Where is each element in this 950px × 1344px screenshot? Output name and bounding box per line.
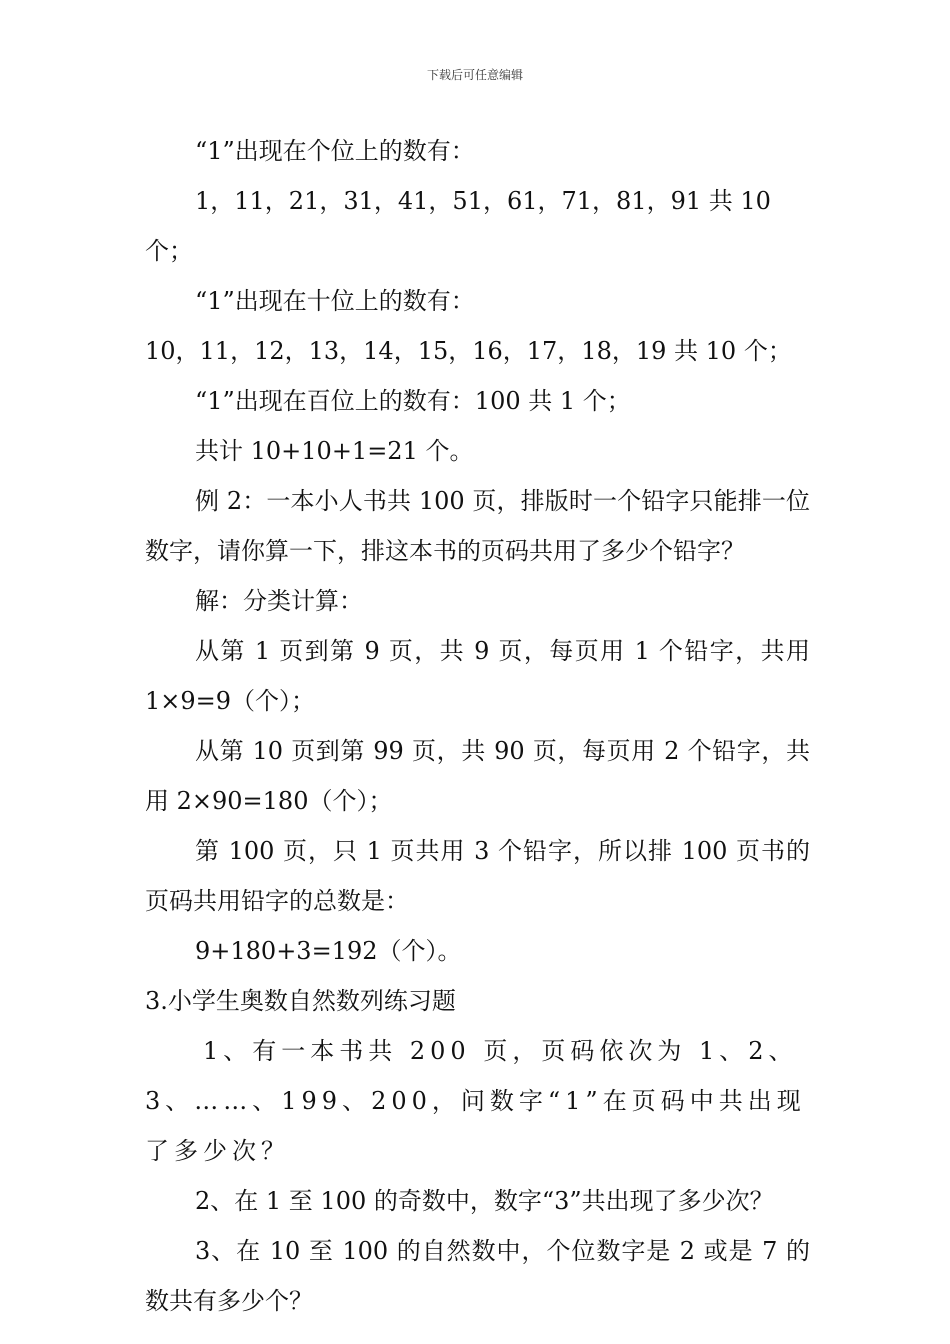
paragraph-ones-place-list: 1，11，21，31，41，51，61，71，81，91 共 10 个； (145, 187, 771, 265)
paragraph-pages-1-9: 从第 1 页到第 9 页，共 9 页，每页用 1 个铅字，共用 1×9=9（个）； (145, 637, 810, 715)
paragraph-pages-10-99: 从第 10 页到第 99 页，共 90 页，每页用 2 个铅字，共用 2×90=180（个）； (145, 737, 810, 815)
section-heading: 3.小学生奥数自然数列练习题 (145, 987, 456, 1015)
paragraph-total: 共计 10+10+1=21 个。 (195, 437, 474, 465)
paragraph-example-2: 例 2：一本小人书共 100 页，排版时一个铅字只能排一位数字，请你算一下，排这本书的页码共用了多少个铅字？ (145, 487, 810, 565)
paragraph-ones-place-heading: “1”出现在个位上的数有： (195, 137, 475, 165)
paragraph-solution-heading: 解：分类计算： (195, 587, 363, 615)
exercise-3: 3、在 10 至 100 的自然数中，个位数字是 2 或是 7 的数共有多少个？ (145, 1237, 810, 1315)
paragraph-tens-place-heading: “1”出现在十位上的数有： (195, 287, 475, 315)
paragraph-hundreds-place: “1”出现在百位上的数有：100 共 1 个； (195, 387, 631, 415)
document-body (145, 126, 810, 1326)
paragraph-tens-place-list: 10，11，12，13，14，15，16，17，18，19 共 10 个； (145, 337, 792, 365)
paragraph-final-total: 9+180+3=192（个）。 (195, 937, 462, 965)
page-header: 下载后可任意编辑 (426, 68, 523, 82)
exercise-1: 1、有一本书共 200 页，页码依次为 1、2、3、……、199、200，问数字“1”在页码中共出现了多少次？ (145, 1037, 806, 1165)
paragraph-page-100: 第 100 页，只 1 页共用 3 个铅字，所以排 100 页书的页码共用铅字的总数是： (145, 837, 810, 915)
exercise-2: 2、在 1 至 100 的奇数中，数字“3”共出现了多少次？ (195, 1187, 774, 1215)
